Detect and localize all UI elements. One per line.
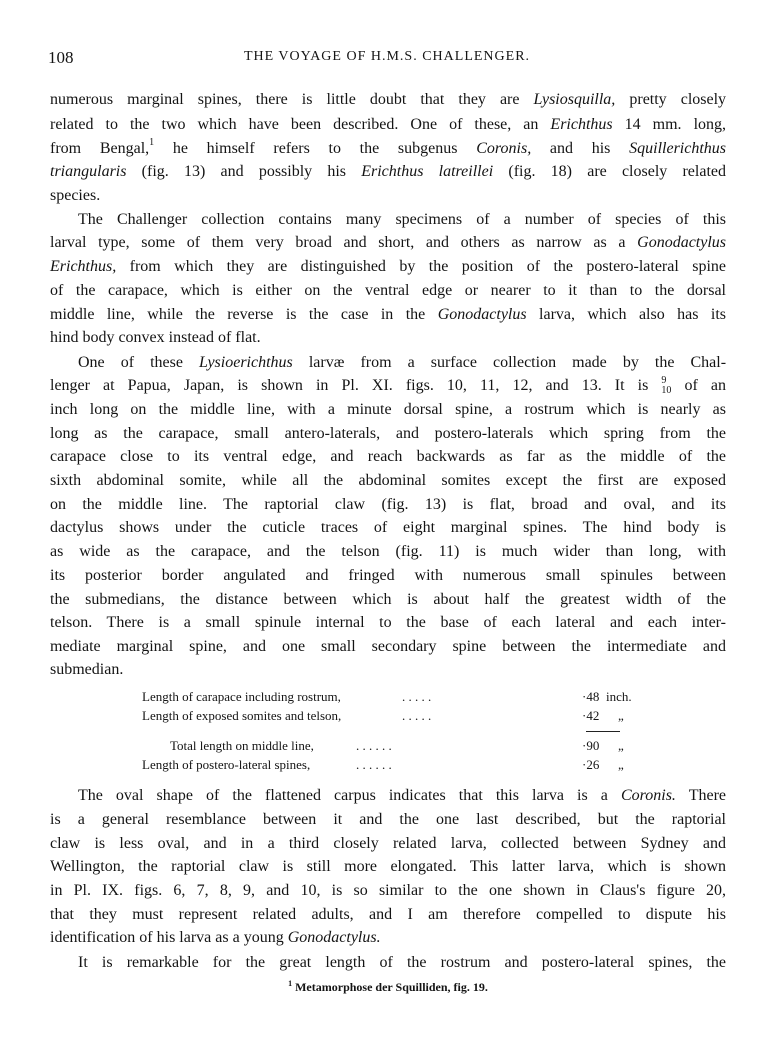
- text-line: It is remarkable for the great length of the rostrum and postero-lateral spines, the: [78, 954, 726, 971]
- text-line: carapace close to its ventral edge, and reach backwards as far as the middle of the: [50, 448, 726, 465]
- page-number: 108: [48, 48, 74, 67]
- text-line: the submedians, the distance between which is about half the greatest width of the: [50, 591, 726, 608]
- text-line: numerous marginal spines, there is little doubt that they are Lysiosquilla, pretty closely: [50, 91, 727, 108]
- text-line: is a general resemblance between it and the one last described, but the raptorial: [50, 811, 726, 828]
- text-line: as wide as the carapace, and the telson (fig. 11) is much wider than long, with: [50, 543, 726, 560]
- fraction: 9 10: [661, 375, 672, 397]
- leader-dots: . . . . .: [402, 689, 432, 704]
- row-value: ·42: [582, 708, 600, 723]
- row-label: Total length on middle line,: [170, 738, 314, 753]
- page-header: [48, 48, 726, 72]
- text-line: lenger at Papua, Japan, is shown in Pl. XI. figs. 10, 11, 12, and 13. It is 9 10 of an: [50, 375, 727, 397]
- footnote-text: Metamorphose der Squilliden, fig. 19.: [295, 980, 488, 994]
- text-line: submedian.: [50, 661, 124, 678]
- text-line: sixth abdominal somite, while all the abdominal somites except the first are exposed: [50, 472, 726, 489]
- text-line: The Challenger collection contains many specimens of a number of species of this: [78, 211, 726, 228]
- text-line: The oval shape of the flattened carpus indicates that this larva is a Coronis. There: [78, 787, 727, 804]
- row-value: ·48: [582, 689, 600, 704]
- text-line: telson. There is a small spinule internal to the base of each lateral and each inter-: [50, 614, 726, 631]
- row-label: Length of exposed somites and telson,: [142, 708, 342, 723]
- sum-rule: [586, 731, 620, 732]
- text-line: identification of his larva as a young Gonodactylus.: [50, 929, 381, 946]
- leader-dots: . . . . . .: [356, 738, 392, 753]
- text-line: triangularis (fig. 13) and possibly his Erichthus latreillei (fig. 18) are closely related: [50, 163, 726, 180]
- text-line: claw is less oval, and in a third closely related larva, collected between Sydney and: [50, 835, 726, 852]
- text-line: that they must represent related adults, and I am therefore compelled to dispute his: [50, 906, 726, 923]
- text-line: dactylus shows under the cuticle traces of eight marginal spines. The hind body is: [50, 519, 726, 536]
- leader-dots: . . . . . .: [356, 757, 392, 772]
- text-line: its posterior border angulated and fringed with numerous small spinules between: [50, 567, 726, 584]
- running-title: THE VOYAGE OF H.M.S. CHALLENGER.: [243, 49, 531, 64]
- row-unit: „: [618, 738, 624, 753]
- row-value: ·26: [582, 757, 600, 772]
- row-unit: „: [618, 757, 624, 772]
- text-line: larval type, some of them very broad and short, and others as narrow as a Gonodactylus: [50, 234, 727, 251]
- text-line: on the middle line. The raptorial claw (fig. 13) is flat, broad and oval, and its: [50, 496, 726, 513]
- footnote: [0, 980, 776, 995]
- row-value: ·90: [582, 738, 600, 753]
- text-line: hind body convex instead of flat.: [50, 329, 261, 346]
- text-line: species.: [50, 187, 101, 204]
- row-unit: inch.: [606, 689, 632, 704]
- footnote-ref: 1: [149, 137, 155, 148]
- text-line: inch long on the middle line, with a minute dorsal spine, a rostrum which is nearly as: [50, 401, 726, 418]
- text-line: in Pl. IX. figs. 6, 7, 8, 9, and 10, is so similar to the one shown in Claus's figure 20,: [50, 882, 726, 899]
- text-line: Erichthus, from which they are distinguished by the position of the postero-lateral spine: [50, 258, 726, 275]
- text-line: related to the two which have been described. One of these, an Erichthus 14 mm. long,: [50, 116, 727, 133]
- row-label: Length of postero-lateral spines,: [142, 757, 311, 772]
- text-line: Wellington, the raptorial claw is still more elongated. This latter larva, which is shown: [50, 858, 726, 875]
- text-line: from Bengal,$^1$ he himself refers to the subgenus Coronis, and his Squillerichthus: [50, 137, 727, 157]
- leader-dots: . . . . .: [402, 708, 432, 723]
- row-label: Length of carapace including rostrum,: [142, 689, 341, 704]
- text-line: One of these Lysioerichthus larvæ from a surface collection made by the Chal-: [78, 354, 727, 371]
- footnote-mark: 1: [288, 979, 293, 988]
- text-line: long as the carapace, small antero-laterals, and postero-laterals which spring from the: [50, 425, 726, 442]
- text-line: of the carapace, which is either on the ventral edge or nearer to it than to the dorsal: [50, 282, 726, 299]
- text-line: mediate marginal spine, and one small secondary spine between the intermediate and: [50, 638, 726, 655]
- text-line: middle line, while the reverse is the case in the Gonodactylus larva, which also has its: [50, 306, 727, 323]
- row-unit: „: [618, 708, 624, 723]
